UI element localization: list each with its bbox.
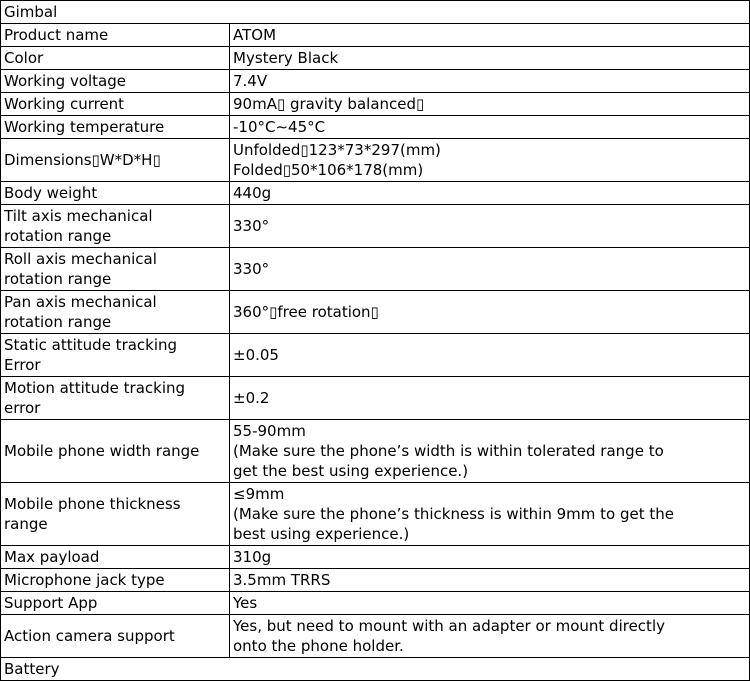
table-row [1, 182, 750, 205]
row-label: Mobile phone thickness range [1, 483, 230, 546]
table-row [1, 248, 750, 291]
row-label: Color [1, 47, 230, 70]
table-row [1, 116, 750, 139]
row-label: Motion attitude tracking error [1, 377, 230, 420]
row-label: Action camera support [1, 615, 230, 658]
row-value: 310g [230, 546, 750, 569]
row-value: Yes [230, 592, 750, 615]
row-label: Product name [1, 24, 230, 47]
row-value: ATOM [230, 24, 750, 47]
row-label: Static attitude tracking Error [1, 334, 230, 377]
table-row [1, 569, 750, 592]
table-row [1, 377, 750, 420]
table-row [1, 139, 750, 182]
section-title-gimbal: Gimbal [1, 1, 750, 24]
row-label: Dimensions▯W*D*H▯ [1, 139, 230, 182]
row-label: Max payload [1, 546, 230, 569]
row-value: ±0.2 [230, 377, 750, 420]
table-row [1, 420, 750, 483]
row-value: Unfolded▯123*73*297(mm) Folded▯50*106*178(mm) [230, 139, 750, 182]
row-value: Mystery Black [230, 47, 750, 70]
row-value: -10°C∼45°C [230, 116, 750, 139]
section-row-gimbal [1, 1, 750, 24]
table-row [1, 93, 750, 116]
row-value: 3.5mm TRRS [230, 569, 750, 592]
table-row [1, 70, 750, 93]
table-row [1, 47, 750, 70]
table-row [1, 291, 750, 334]
row-value: Yes, but need to mount with an adapter or mount directly onto the phone holder. [230, 615, 750, 658]
row-value: 360°▯free rotation▯ [230, 291, 750, 334]
row-label: Working current [1, 93, 230, 116]
table-row [1, 205, 750, 248]
row-value: 90mA▯ gravity balanced▯ [230, 93, 750, 116]
row-value: 330° [230, 205, 750, 248]
table-row [1, 483, 750, 546]
row-value: 330° [230, 248, 750, 291]
table-row [1, 546, 750, 569]
row-label: Mobile phone width range [1, 420, 230, 483]
row-label: Working temperature [1, 116, 230, 139]
row-value: 7.4V [230, 70, 750, 93]
row-value: ≤9mm (Make sure the phone’s thickness is within 9mm to get the best using experience.) [230, 483, 750, 546]
row-label: Pan axis mechanical rotation range [1, 291, 230, 334]
table-row [1, 615, 750, 658]
row-value: 55-90mm (Make sure the phone’s width is within tolerated range to get the best using experience.) [230, 420, 750, 483]
table-row [1, 334, 750, 377]
row-label: Microphone jack type [1, 569, 230, 592]
row-label: Body weight [1, 182, 230, 205]
row-value: ±0.05 [230, 334, 750, 377]
section-title-battery: Battery [1, 658, 750, 681]
table-row [1, 24, 750, 47]
row-label: Support App [1, 592, 230, 615]
row-value: 440g [230, 182, 750, 205]
section-row-battery [1, 658, 750, 681]
row-label: Roll axis mechanical rotation range [1, 248, 230, 291]
table-row [1, 592, 750, 615]
row-label: Tilt axis mechanical rotation range [1, 205, 230, 248]
row-label: Working voltage [1, 70, 230, 93]
